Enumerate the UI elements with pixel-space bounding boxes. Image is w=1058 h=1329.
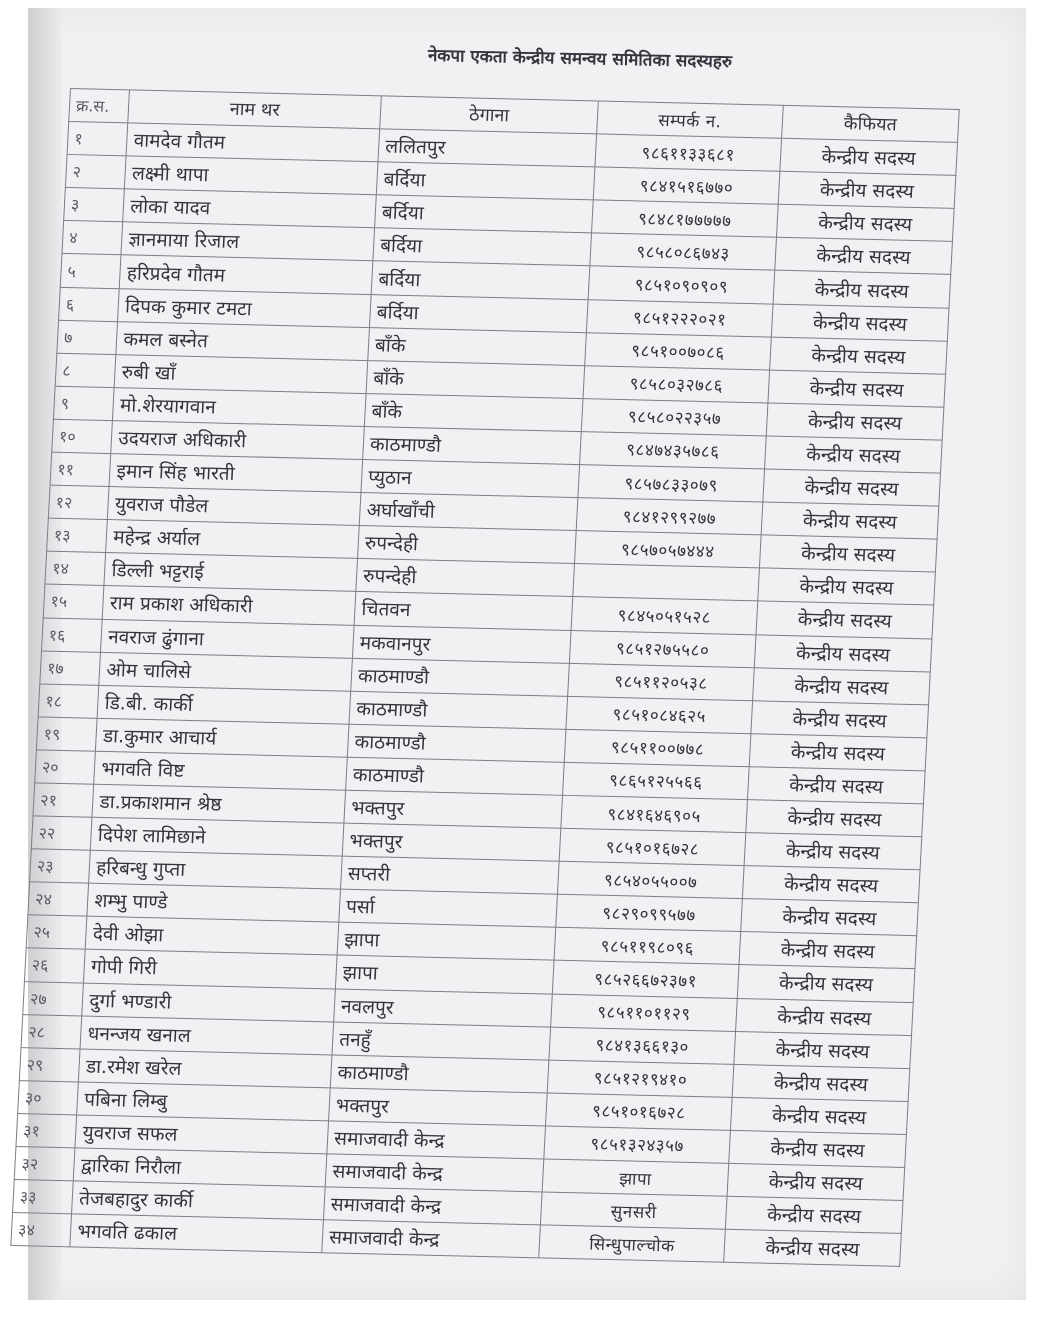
cell-contact: ९८५११२०५३८ xyxy=(568,663,754,700)
cell-address: ललितपुर xyxy=(378,129,597,167)
cell-serial-number: १५ xyxy=(43,584,104,618)
cell-contact: सुनसरी xyxy=(541,1192,727,1229)
cell-remarks: केन्द्रीय सदस्य xyxy=(759,535,937,572)
cell-serial-number: २४ xyxy=(28,882,89,916)
cell-contact: ९८५७०५७४४४ xyxy=(575,531,761,568)
cell-contact: ९८५८०८६७४३ xyxy=(590,233,776,270)
header-serial-number: क्र.स. xyxy=(69,89,130,123)
cell-address: सप्तरी xyxy=(341,856,560,894)
cell-remarks: केन्द्रीय सदस्य xyxy=(756,601,934,638)
cell-name: गोपी गिरी xyxy=(84,950,337,989)
cell-remarks: केन्द्रीय सदस्य xyxy=(780,138,958,175)
cell-remarks: केन्द्रीय सदस्य xyxy=(764,436,942,473)
cell-name: युवराज पौडेल xyxy=(108,487,361,526)
cell-contact: ९८५११००७७८ xyxy=(564,729,750,766)
header-address: ठेगाना xyxy=(380,96,599,134)
cell-address: भक्तपुर xyxy=(344,790,563,828)
cell-address: काठमाण्डौ xyxy=(347,724,566,762)
cell-name: तेजबहादुर कार्की xyxy=(72,1181,325,1220)
cell-serial-number: २५ xyxy=(26,915,87,949)
cell-contact: ९८४७४३५७८६ xyxy=(580,432,766,469)
cell-serial-number: ४ xyxy=(62,221,123,255)
document-title: नेकपा एकता केन्द्रीय समन्वय समितिका सदस्यहरु xyxy=(427,45,733,73)
cell-contact: ९८५१२७५५८० xyxy=(570,630,756,667)
cell-address: बाँके xyxy=(364,393,583,431)
cell-address: बाँके xyxy=(366,360,585,398)
cell-address: काठमाण्डौ xyxy=(330,1055,549,1093)
cell-name: देवी ओझा xyxy=(86,916,339,955)
cell-name: द्वारिका निरौला xyxy=(74,1148,327,1187)
cell-contact: ९८६५१२५५६६ xyxy=(563,762,749,799)
cell-contact: ९८५७८३३०७९ xyxy=(578,465,764,502)
cell-remarks: केन्द्रीय सदस्य xyxy=(761,502,939,539)
cell-remarks: केन्द्रीय सदस्य xyxy=(770,337,948,374)
cell-name: डिल्ली भट्टराई xyxy=(104,553,357,592)
cell-contact: ९८५१००७०८६ xyxy=(585,332,771,369)
cell-remarks: केन्द्रीय सदस्य xyxy=(727,1163,905,1200)
cell-serial-number: ७ xyxy=(57,320,118,354)
member-table-container xyxy=(7,88,1030,1329)
cell-serial-number: २९ xyxy=(19,1047,80,1081)
cell-name: डि.बी. कार्की xyxy=(97,685,350,724)
cell-remarks: केन्द्रीय सदस्य xyxy=(737,965,915,1002)
cell-contact: ९८५१३२४३५७ xyxy=(544,1126,730,1163)
cell-contact xyxy=(573,564,759,601)
cell-address: बर्दिया xyxy=(370,294,589,332)
cell-serial-number: २८ xyxy=(21,1014,82,1048)
cell-contact: ९८४१२९९२७७ xyxy=(576,498,762,535)
cell-remarks: केन्द्रीय सदस्य xyxy=(766,403,944,440)
cell-address: बर्दिया xyxy=(373,228,592,266)
cell-remarks: केन्द्रीय सदस्य xyxy=(747,767,925,804)
cell-address: झापा xyxy=(337,922,556,960)
cell-contact: ९८५४०५५००७ xyxy=(558,861,744,898)
header-remarks: कैफियत xyxy=(781,105,959,142)
cell-remarks: केन्द्रीय सदस्य xyxy=(752,667,930,704)
cell-serial-number: ११ xyxy=(50,452,111,486)
cell-serial-number: १२ xyxy=(48,485,109,519)
cell-address: भक्तपुर xyxy=(329,1088,548,1126)
cell-name: डा.कुमार आचार्य xyxy=(96,718,349,757)
cell-address: समाजवादी केन्द्र xyxy=(327,1121,546,1159)
cell-serial-number: १० xyxy=(52,419,113,453)
cell-contact: ९८५१०९०९०९ xyxy=(588,266,774,303)
cell-contact: ९८५१०१६७२८ xyxy=(546,1093,732,1130)
cell-address: तनहुँ xyxy=(332,1022,551,1060)
cell-remarks: केन्द्रीय सदस्य xyxy=(775,238,953,275)
cell-serial-number: ६ xyxy=(59,287,120,321)
table-body xyxy=(11,122,958,1267)
cell-serial-number: २३ xyxy=(30,849,91,883)
cell-name: महेन्द्र अर्याल xyxy=(106,520,359,559)
cell-contact: ९८५११०११२९ xyxy=(551,994,737,1031)
member-table xyxy=(10,88,959,1267)
cell-remarks: केन्द्रीय सदस्य xyxy=(749,733,927,770)
cell-serial-number: ३४ xyxy=(11,1213,72,1247)
cell-name: ज्ञानमाया रिजाल xyxy=(121,222,374,261)
cell-address: समाजवादी केन्द्र xyxy=(324,1187,543,1225)
cell-serial-number: २२ xyxy=(31,816,92,850)
cell-name: डा.प्रकाशमान श्रेष्ठ xyxy=(92,784,345,823)
cell-remarks: केन्द्रीय सदस्य xyxy=(758,568,936,605)
cell-name: हरिबन्धु गुप्ता xyxy=(89,850,342,889)
cell-contact: सिन्धुपाल्चोक xyxy=(539,1225,725,1262)
cell-contact: ९८५१०१६७२८ xyxy=(559,828,745,865)
cell-remarks: केन्द्रीय सदस्य xyxy=(773,271,951,308)
cell-name: शम्भु पाण्डे xyxy=(87,883,340,922)
cell-contact: ९८५८०२२३५७ xyxy=(581,399,767,436)
cell-address: काठमाण्डौ xyxy=(351,658,570,696)
cell-remarks: केन्द्रीय सदस्य xyxy=(735,998,913,1035)
cell-serial-number: १४ xyxy=(45,551,106,585)
cell-name: राम प्रकाश अधिकारी xyxy=(103,586,356,625)
cell-remarks: केन्द्रीय सदस्य xyxy=(778,171,956,208)
header-name: नाम थर xyxy=(128,90,381,129)
cell-address: समाजवादी केन्द्र xyxy=(325,1154,544,1192)
cell-address: बर्दिया xyxy=(376,162,595,200)
cell-contact: ९८२९०९९५७७ xyxy=(556,894,742,931)
cell-serial-number: ३३ xyxy=(13,1180,74,1214)
cell-serial-number: १७ xyxy=(40,651,101,685)
cell-remarks: केन्द्रीय सदस्य xyxy=(746,800,924,837)
cell-name: पबिना लिम्बु xyxy=(77,1082,330,1121)
cell-serial-number: २० xyxy=(35,750,96,784)
cell-serial-number: २ xyxy=(65,155,126,189)
cell-address: बर्दिया xyxy=(371,261,590,299)
cell-serial-number: ९ xyxy=(53,386,114,420)
cell-name: भगवति ढकाल xyxy=(70,1214,323,1253)
cell-serial-number: ८ xyxy=(55,353,116,387)
cell-address: समाजवादी केन्द्र xyxy=(322,1220,541,1258)
cell-name: लोका यादव xyxy=(123,189,376,228)
cell-remarks: केन्द्रीय सदस्य xyxy=(741,899,919,936)
cell-contact: ९८४१५१६७७० xyxy=(593,167,779,204)
cell-serial-number: ३१ xyxy=(16,1113,77,1147)
cell-remarks: केन्द्रीय सदस्य xyxy=(754,634,932,671)
cell-name: दिपक कुमार टमटा xyxy=(118,288,371,327)
cell-name: दिपेश लामिछाने xyxy=(91,817,344,856)
cell-contact: ९८५१२१९४१० xyxy=(547,1060,733,1097)
cell-name: ओम चालिसे xyxy=(99,652,352,691)
cell-remarks: केन्द्रीय सदस्य xyxy=(729,1130,907,1167)
cell-name: लक्ष्मी थापा xyxy=(125,156,378,195)
cell-serial-number: ३२ xyxy=(14,1147,75,1181)
cell-address: प्युठान xyxy=(361,460,580,498)
cell-name: मो.शेरयागवान xyxy=(113,387,366,426)
cell-address: बाँके xyxy=(368,327,587,365)
cell-serial-number: २७ xyxy=(23,981,84,1015)
cell-address: काठमाण्डौ xyxy=(363,426,582,464)
cell-remarks: केन्द्रीय सदस्य xyxy=(776,204,954,241)
cell-address: रुपन्देही xyxy=(358,526,577,564)
cell-name: रुबी खाँ xyxy=(115,354,368,393)
cell-name: इमान सिंह भारती xyxy=(109,454,362,493)
cell-contact: ९८५११९८०९६ xyxy=(554,928,740,965)
cell-remarks: केन्द्रीय सदस्य xyxy=(742,866,920,903)
cell-name: भगवति विष्ट xyxy=(94,751,347,790)
cell-serial-number: १८ xyxy=(38,684,99,718)
cell-remarks: केन्द्रीय सदस्य xyxy=(725,1196,903,1233)
cell-serial-number: ५ xyxy=(60,254,121,288)
cell-address: बर्दिया xyxy=(375,195,594,233)
cell-remarks: केन्द्रीय सदस्य xyxy=(768,370,946,407)
cell-serial-number: ३० xyxy=(18,1080,79,1114)
cell-contact: ९८४१३६६१३० xyxy=(549,1027,735,1064)
cell-serial-number: १६ xyxy=(42,618,103,652)
cell-contact: ९८४८१७७७७७ xyxy=(592,200,778,237)
cell-address: चितवन xyxy=(354,592,573,630)
cell-serial-number: २६ xyxy=(24,948,85,982)
cell-contact: ९८५८०३२७८६ xyxy=(583,365,769,402)
cell-address: काठमाण्डौ xyxy=(346,757,565,795)
cell-name: डा.रमेश खरेल xyxy=(79,1049,332,1088)
cell-remarks: केन्द्रीय सदस्य xyxy=(734,1031,912,1068)
cell-remarks: केन्द्रीय सदस्य xyxy=(763,469,941,506)
cell-name: उदयराज अधिकारी xyxy=(111,421,364,460)
cell-remarks: केन्द्रीय सदस्य xyxy=(744,833,922,870)
cell-name: नवराज ढुंगाना xyxy=(101,619,354,658)
cell-contact: ९८५२६६७२३७१ xyxy=(553,961,739,998)
cell-contact: ९८५१२२२०२१ xyxy=(587,299,773,336)
cell-name: धनन्जय खनाल xyxy=(80,1016,333,1055)
cell-name: हरिप्रदेव गौतम xyxy=(120,255,373,294)
cell-address: अर्घाखाँची xyxy=(359,493,578,531)
cell-serial-number: १३ xyxy=(47,518,108,552)
cell-serial-number: १ xyxy=(67,122,128,156)
cell-serial-number: २१ xyxy=(33,783,94,817)
cell-name: दुर्गा भण्डारी xyxy=(82,983,335,1022)
cell-name: युवराज सफल xyxy=(75,1115,328,1154)
cell-serial-number: ३ xyxy=(64,188,125,222)
cell-remarks: केन्द्रीय सदस्य xyxy=(724,1229,902,1266)
cell-address: नवलपुर xyxy=(334,989,553,1027)
cell-address: पर्सा xyxy=(339,889,558,927)
cell-remarks: केन्द्रीय सदस्य xyxy=(732,1064,910,1101)
cell-remarks: केन्द्रीय सदस्य xyxy=(730,1097,908,1134)
cell-contact: ९८६११३३६८१ xyxy=(595,134,781,171)
cell-contact: ९८५१०८४६२५ xyxy=(566,696,752,733)
cell-remarks: केन्द्रीय सदस्य xyxy=(751,700,929,737)
cell-address: भक्तपुर xyxy=(342,823,561,861)
cell-contact: झापा xyxy=(542,1159,728,1196)
cell-contact: ९८४१६४६९०५ xyxy=(561,795,747,832)
cell-address: झापा xyxy=(335,955,554,993)
cell-serial-number: १९ xyxy=(36,717,97,751)
header-contact: सम्पर्क न. xyxy=(597,101,783,138)
cell-contact: ९८४५०५१५२८ xyxy=(571,597,757,634)
cell-address: रुपन्देही xyxy=(356,559,575,597)
cell-remarks: केन्द्रीय सदस्य xyxy=(739,932,917,969)
cell-name: कमल बस्नेत xyxy=(116,321,369,360)
cell-address: काठमाण्डौ xyxy=(349,691,568,729)
cell-name: वामदेव गौतम xyxy=(126,123,379,162)
cell-remarks: केन्द्रीय सदस्य xyxy=(771,304,949,341)
cell-address: मकवानपुर xyxy=(353,625,572,663)
